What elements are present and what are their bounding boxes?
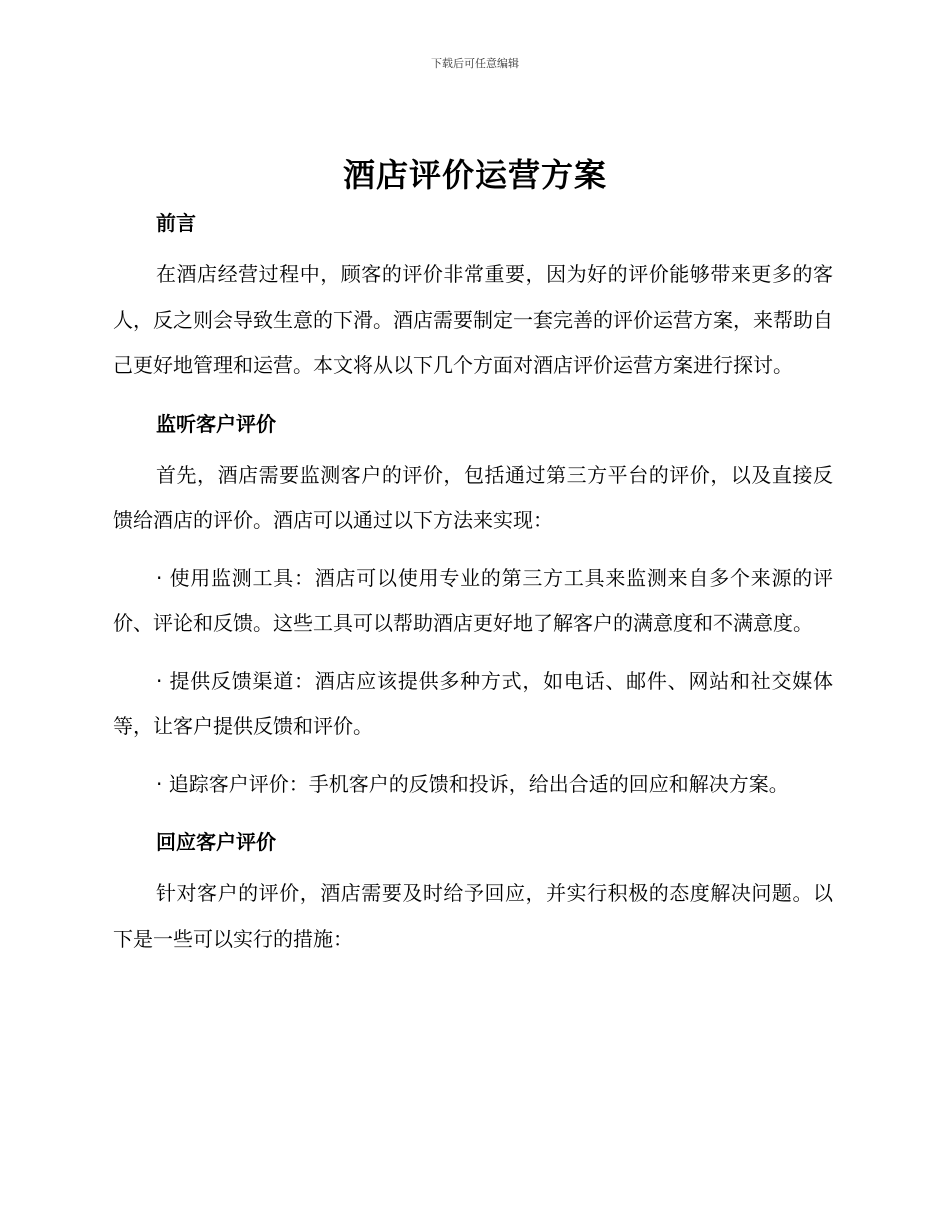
section-heading-monitor: 监听客户评价	[156, 411, 276, 436]
paragraph: 针对客户的评价，酒店需要及时给予回应，并实行积极的态度解决问题。以下是一些可以实行的措施：	[113, 881, 833, 951]
document-title: 酒店评价运营方案	[342, 156, 607, 194]
bullet-paragraph: · 使用监测工具：酒店可以使用专业的第三方工具来监测来自多个来源的评价、评论和反馈。这些工具可以帮助酒店更好地了解客户的满意度和不满意度。	[113, 565, 833, 635]
paragraph: 在酒店经营过程中，顾客的评价非常重要，因为好的评价能够带来更多的客人，反之则会导致生意的下滑。酒店需要制定一套完善的评价运营方案，来帮助自己更好地管理和运营。本文将从以下几个方面对酒店评价运营方案进行探讨。	[113, 262, 833, 377]
bullet-paragraph: · 追踪客户评价：手机客户的反馈和投诉，给出合适的回应和解决方案。	[156, 771, 789, 796]
section-heading-respond: 回应客户评价	[156, 830, 276, 854]
header-note: 下载后可任意编辑	[431, 57, 519, 70]
paragraph: 首先，酒店需要监测客户的评价，包括通过第三方平台的评价，以及直接反馈给酒店的评价。酒店可以通过以下方法来实现：	[113, 462, 833, 532]
bullet-paragraph: · 提供反馈渠道：酒店应该提供多种方式，如电话、邮件、网站和社交媒体等，让客户提供反馈和评价。	[113, 668, 833, 738]
document-body	[113, 200, 833, 974]
section-heading-preface: 前言	[156, 211, 196, 235]
